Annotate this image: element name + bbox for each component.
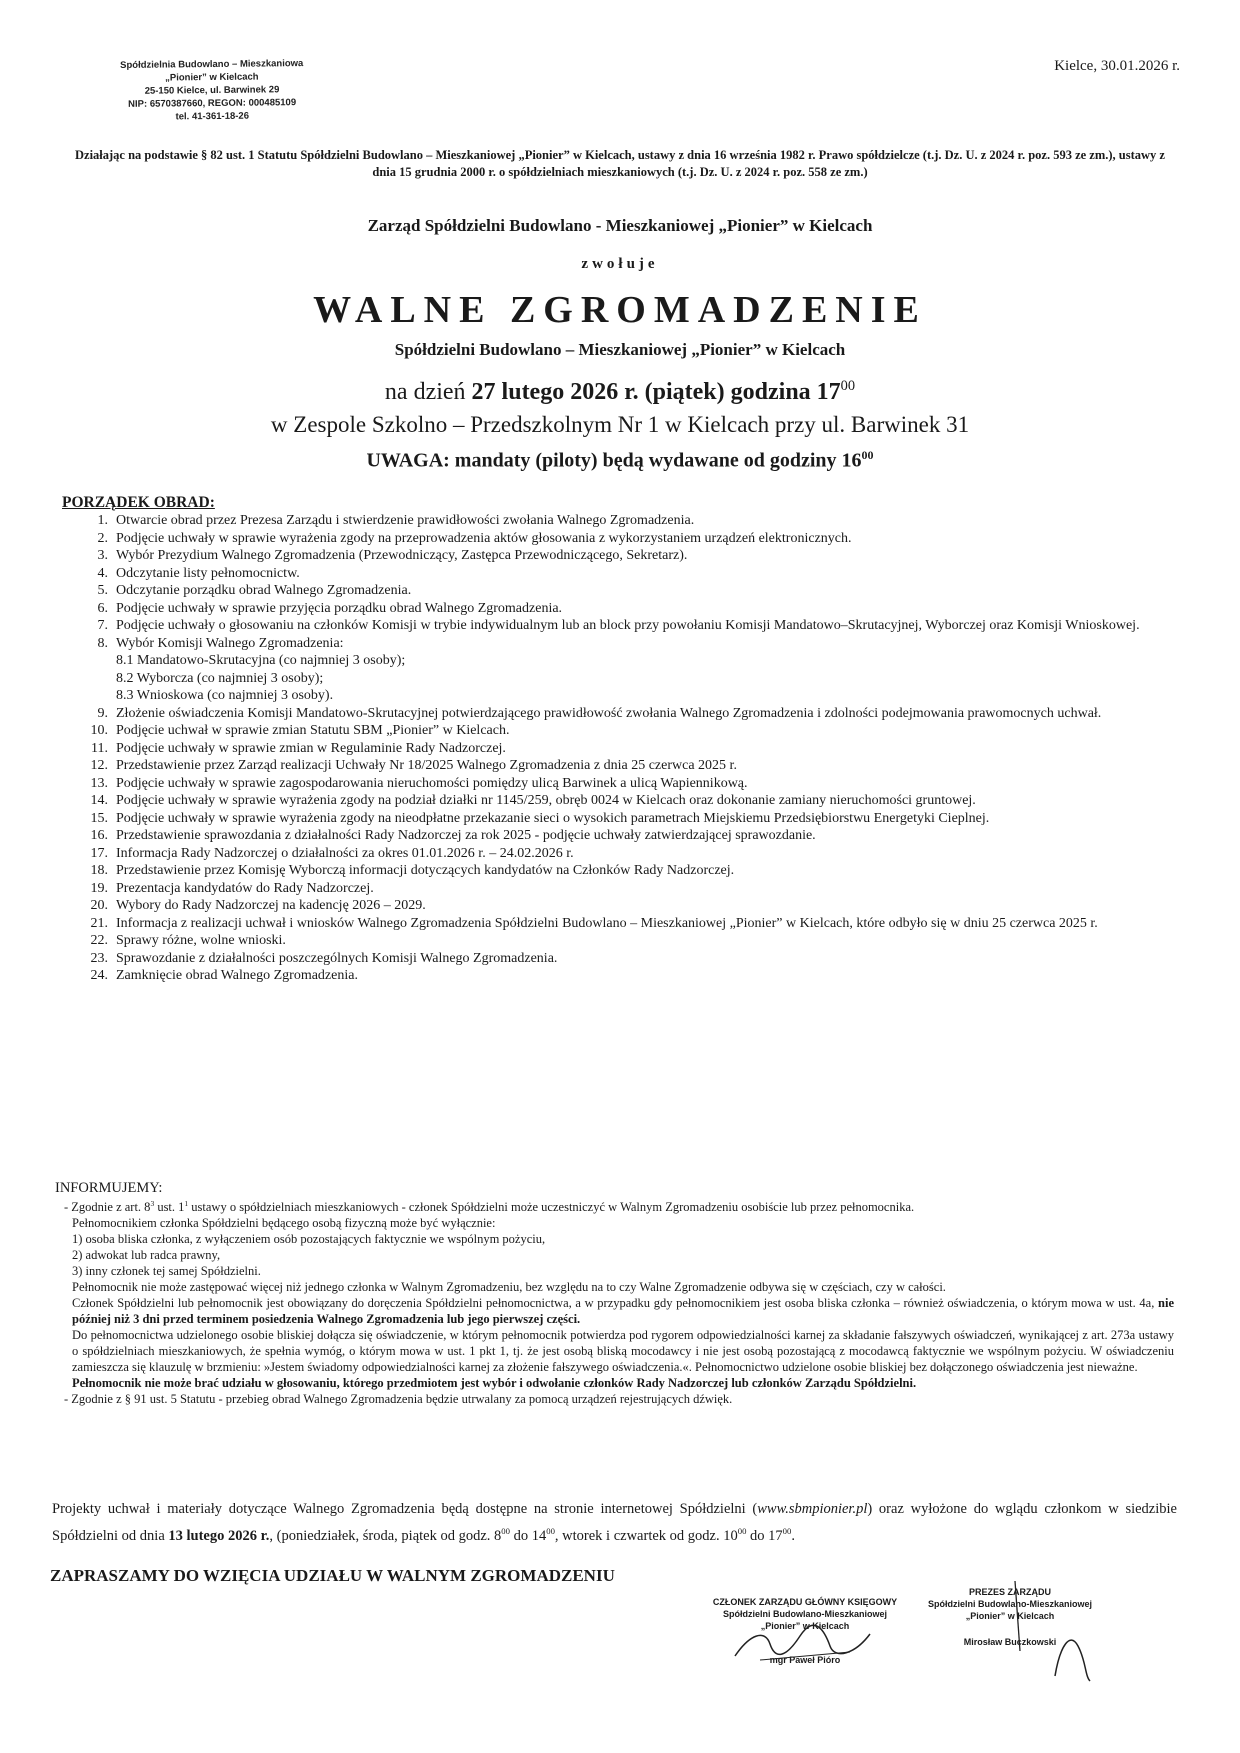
agenda-item-text: Odczytanie porządku obrad Walnego Zgromadzenia. [116,583,412,598]
info-paragraph: 2) adwokat lub radca prawny, [72,1248,221,1263]
agenda-item [60,792,1180,810]
agenda-item-number: 12. [90,758,108,773]
agenda-item-number: 17. [90,845,108,861]
meeting-date-prefix: na dzień [384,379,472,405]
agenda-item-number: 4. [97,565,108,581]
agenda-item-number: 21. [90,915,108,931]
signature-line: „Pionier” w Kielcach [760,1621,850,1631]
agenda-item [60,670,1180,688]
agenda-item-number: 22. [90,933,108,948]
agenda-item-text: Podjęcie uchwały o głosowaniu na członków Komisji w trybie indywidualnym lub an block przy powołaniu Komisji Mandatowo–Skrutacyjnej, Wyborczej oraz Komisji Wnioskowej. [116,618,1140,633]
agenda-item [60,932,1180,950]
info-text: ustawy o spółdzielniach mieszkaniowych - członek Spółdzielni może uczestniczyć w Walnym Zgromadzeniu osobiście lub przez pełnomocnika. [188,1200,915,1215]
signature-line: PREZES ZARZĄDU [968,1587,1051,1597]
agenda-item [60,635,1180,653]
projects-text: , (poniedziałek, środa, piątek od godz. 8 [269,1527,502,1544]
agenda-item-number: 2. [97,530,108,546]
signature-line: „Pionier” w Kielcach [965,1611,1055,1621]
info-text: Członek Spółdzielni lub pełnomocnik jest obowiązany do doręczenia Spółdzielni pełnomocnictwa, a w przypadku gdy pełnomocnikiem jest osoba bliska członka – również oświadczenia, o którym mowa w ust. 4a, [72,1296,1159,1311]
agenda-item-text: Wybór Prezydium Walnego Zgromadzenia (Przewodniczący, Zastępca Przewodniczącego, Sekretarz). [116,548,688,563]
projects-text: Projekty uchwał i materiały dotyczące Walnego Zgromadzenia będą dostępne na stronie internetowej Spółdzielni ( [52,1501,758,1517]
projects-text: ) oraz wyłożone do wglądu członkom w siedzibie Spółdzielni od dnia [52,1501,1177,1544]
agenda-item-number: 23. [90,950,108,966]
info-paragraph: 1) osoba bliska członka, z wyłączeniem osób pozostających faktycznie we wspólnym pożyciu, [72,1232,546,1247]
agenda-item-text: Podjęcie uchwał w sprawie zmian Statutu SBM „Pionier” w Kielcach. [116,723,510,738]
agenda-item [60,617,1180,635]
info-deadline: nie później niż 3 dni przed terminem posiedzenia Walnego Zgromadzenia lub jego pierwszej części. [72,1296,1174,1327]
hour-sup: 00 [546,1526,555,1536]
agenda-item-number [60,687,116,705]
agenda-item [60,512,1180,530]
agenda-item [60,740,1180,758]
handwritten-signature-icon [1000,1576,1100,1686]
agenda-item-number: 11. [91,740,108,756]
info-text: - Zgodnie z art. 8 [64,1200,151,1215]
agenda-item [60,652,1180,670]
hour-sup: 00 [782,1526,792,1536]
signature-line: CZŁONEK ZARZĄDU GŁÓWNY KSIĘGOWY [712,1597,898,1607]
website-link[interactable]: www.sbmpionier.pl [757,1501,868,1517]
agenda-item-number: 16. [90,828,108,843]
projects-paragraph [52,1498,1177,1547]
agenda-item-text: 8.2 Wyborcza (co najmniej 3 osoby); [116,670,324,686]
signature-line: Spółdzielni Budowlano-Mieszkaniowej [927,1599,1092,1609]
projects-text: do 14 [509,1527,547,1544]
convenes-word: zwołuje [581,256,659,272]
agenda-item [60,862,1180,880]
stamp-line: tel. 41-361-18-26 [175,110,250,123]
agenda-item [60,547,1180,565]
agenda-item-text: 8.1 Mandatowo-Skrutacyjna (co najmniej 3 osoby); [116,653,406,668]
info-paragraph [64,1375,1174,1391]
agenda-item-number: 6. [97,600,108,616]
info-text: ust. 1 [154,1200,185,1215]
agenda-item-text: Sprawozdanie z działalności poszczególnych Komisji Walnego Zgromadzenia. [116,950,558,966]
agenda-item [60,530,1180,548]
info-paragraph: Pełnomocnikiem członka Spółdzielni będącego osobą fizyczną może być wyłącznie: [72,1216,496,1231]
info-paragraph: 3) inny członek tej samej Spółdzielni. [72,1264,261,1279]
agenda-item-text: Odczytanie listy pełnomocnictw. [116,565,300,581]
document-date: Kielce, 30.01.2026 r. [1054,58,1180,74]
meeting-date [0,378,1240,406]
agenda-item-text: Przedstawienie sprawozdania z działalności Rady Nadzorczej za rok 2025 - podjęcie uchwały zatwierdzającej sprawozdanie. [116,828,816,843]
signature-chief-accountant [690,1596,920,1666]
agenda-item-number: 5. [97,583,108,598]
note-text: UWAGA: mandaty (piloty) będą wydawane od godziny 16 [366,449,862,472]
agenda-item [60,810,1180,828]
stamp-line: NIP: 6570387660, REGON: 000485109 [128,97,297,110]
agenda-item-text: Wybór Komisji Walnego Zgromadzenia: [116,635,344,651]
info-section [64,1196,1174,1407]
info-sup: 1 [184,1199,189,1208]
note-hour-sup: 00 [861,448,874,462]
agenda-item-number: 20. [90,898,108,913]
agenda-item [60,915,1180,933]
cooperative-stamp [92,57,333,125]
info-paragraph: - Zgodnie z § 91 ust. 5 Statutu - przebieg obrad Walnego Zgromadzenia będzie utrwalany za pomocą urządzeń rejestrujących dźwięk. [64,1392,733,1407]
agenda-item [60,722,1180,740]
projects-text: , wtorek i czwartek od godz. 10 [554,1527,738,1544]
signature-president [920,1586,1100,1648]
page-subtitle: Spółdzielni Budowlano – Mieszkaniowej „Pionier” w Kielcach [394,340,846,359]
meeting-note [0,448,1240,473]
stamp-line: 25-150 Kielce, ul. Barwinek 29 [144,84,280,97]
info-paragraph: Pełnomocnik nie może zastępować więcej niż jednego członka w Walnym Zgromadzeniu, bez względu na to czy Walne Zgromadzenie odbywa się w częściach, czy w całości. [72,1280,946,1295]
agenda-item-number: 14. [90,793,108,808]
handwritten-signature-icon [730,1624,880,1664]
agenda-item-text: Sprawy różne, wolne wnioski. [116,933,286,948]
agenda-item-text: Podjęcie uchwały w sprawie wyrażenia zgody na nieodpłatne przekazanie sieci o wysokich parametrach Miejskiemu Przedsiębiorstwu Energetyki Cieplnej. [116,810,990,826]
stamp-line: Spółdzielnia Budowlano – Mieszkaniowa [120,58,304,71]
agenda-item [60,757,1180,775]
agenda-item-text: Otwarcie obrad przez Prezesa Zarządu i stwierdzenie prawidłowości zwołania Walnego Zgromadzenia. [116,513,695,528]
agenda-item-number: 3. [97,548,108,563]
agenda-item-number: 24. [90,968,108,983]
invitation-line: ZAPRASZAMY DO WZIĘCIA UDZIAŁU W WALNYM ZGROMADZENIU [50,1566,615,1585]
agenda-item-text: Wybory do Rady Nadzorczej na kadencję 2026 – 2029. [116,898,426,913]
agenda-item-number: 1. [97,513,108,528]
agenda-list [60,512,1180,985]
agenda-item-text: Podjęcie uchwały w sprawie wyrażenia zgody na przeprowadzenia aktów głosowania z wykorzystaniem urządzeń elektronicznych. [116,530,852,546]
agenda-item [60,967,1180,985]
agenda-item-text: 8.3 Wnioskowa (co najmniej 3 osoby). [116,688,334,703]
agenda-item-number: 13. [90,775,108,791]
agenda-item [60,600,1180,618]
stamp-line: „Pionier” w Kielcach [165,71,259,84]
board-heading: Zarząd Spółdzielni Budowlano - Mieszkaniowej „Pionier” w Kielcach [367,216,873,235]
agenda-item-text: Podjęcie uchwały w sprawie zagospodarowania nieruchomości pomiędzy ulicą Barwinek a ulicą Wapiennikową. [116,775,748,791]
agenda-item-number: 9. [97,705,108,721]
agenda-item-number: 15. [90,810,108,826]
agenda-item-text: Złożenie oświadczenia Komisji Mandatowo-Skrutacyjnej potwierdzającego prawidłowość zwołania Walnego Zgromadzenia i zdolności podejmowania prawomocnych uchwał. [116,705,1102,721]
signature-name: Mirosław Buczkowski [963,1637,1057,1647]
info-paragraph [64,1196,1174,1215]
agenda-item-text: Informacja z realizacji uchwał i wniosków Walnego Zgromadzenia Spółdzielni Budowlano – Mieszkaniowej „Pionier” w Kielcach, które odbyło się w dniu 25 czerwca 2025 r. [116,915,1098,931]
meeting-hour-sup: 00 [840,378,856,394]
agenda-item [60,705,1180,723]
agenda-item-text: Przedstawienie przez Komisję Wyborczą informacji dotyczących kandydatów na Członków Rady Nadzorczej. [116,863,735,878]
signature-name: mgr Paweł Pióro [769,1655,841,1665]
hour-sup: 00 [501,1526,510,1536]
agenda-item-text: Podjęcie uchwały w sprawie zmian w Regulaminie Rady Nadzorczej. [116,740,506,756]
agenda-item-text: Zamknięcie obrad Walnego Zgromadzenia. [116,968,358,983]
info-sup: 3 [150,1199,155,1208]
agenda-item-text: Informacja Rady Nadzorczej o działalności za okres 01.01.2026 r. – 24.02.2026 r. [116,845,574,861]
agenda-item-number: 8. [97,635,108,651]
legal-basis: Działając na podstawie § 82 ust. 1 Statutu Spółdzielni Budowlano – Mieszkaniowej „Pionier” w Kielcach, ustawy z dnia 16 września 1982 r. Prawo spółdzielcze (t.j. Dz. U. z 2024 r. poz. 593 ze zm.), ustawy z dnia 15 grudnia 2000 r. o spółdzielniach mieszkaniowych (t.j. Dz. U. z 2024 r. poz. 558 ze zm.) [75,148,1165,179]
agenda-item [60,950,1180,968]
agenda-item [60,845,1180,863]
agenda-item-text: Przedstawienie przez Zarząd realizacji Uchwały Nr 18/2025 Walnego Zgromadzenia z dnia 25 czerwca 2025 r. [116,758,737,773]
agenda-item [60,582,1180,600]
agenda-item [60,880,1180,898]
agenda-item-number: 10. [90,723,108,738]
projects-text: do 17 [746,1527,783,1544]
agenda-item-number: 19. [90,880,108,896]
info-paragraph: Do pełnomocnictwa udzielonego osobie bliskiej dołącza się oświadczenie, w którym pełnomocnik potwierdza pod rygorem odpowiedzialności karnej za składanie fałszywych oświadczeń, wynikającej z art. 273a ustawy o spółdzielniach mieszkaniowych, że spełnia wymóg, o którym mowa w ust. 1 pkt 1, tj. że jest osobą bliską mocodawcy i nie jest osobą pozostającą z mocodawcą faktycznie we wspólnym pożyciu. W oświadczeniu zamieszcza się klauzulę w brzmieniu: »Jestem świadomy odpowiedzialności karnej za złożenie fałszywego oświadczenia.«. Pełnomocnictwo udzielone osobie bliskiej bez dołączonego oświadczenia jest nieważne. [72,1328,1174,1375]
projects-text: . [791,1527,795,1544]
projects-date: 13 lutego 2026 r. [168,1527,270,1544]
hour-sup: 00 [737,1526,747,1536]
signature-line: Spółdzielni Budowlano-Mieszkaniowej [722,1609,887,1619]
agenda-item-text: Prezentacja kandydatów do Rady Nadzorczej. [116,880,374,896]
info-voting-restriction: Pełnomocnik nie może brać udziału w głosowaniu, którego przedmiotem jest wybór i odwołanie członków Rady Nadzorczej lub członków Zarządu Spółdzielni. [72,1376,917,1391]
info-paragraph [64,1295,1174,1327]
agenda-item-number: 7. [97,618,108,633]
page-title: WALNE ZGROMADZENIE [313,289,927,331]
agenda-heading: PORZĄDEK OBRAD: [62,494,215,511]
agenda-item-number: 18. [90,863,108,878]
agenda-item [60,565,1180,583]
info-heading: INFORMUJEMY: [55,1180,163,1196]
agenda-item [60,827,1180,845]
meeting-date-value: 27 lutego 2026 r. (piątek) godzina 17 [471,379,841,405]
agenda-item-text: Podjęcie uchwały w sprawie przyjęcia porządku obrad Walnego Zgromadzenia. [116,600,563,616]
agenda-item-number [60,652,116,670]
agenda-item-number [60,670,116,688]
meeting-location: w Zespole Szkolno – Przedszkolnym Nr 1 w Kielcach przy ul. Barwinek 31 [270,412,970,437]
agenda-item [60,687,1180,705]
agenda-item-text: Podjęcie uchwały w sprawie wyrażenia zgody na podział działki nr 1145/259, obręb 0024 w Kielcach oraz dokonanie zamiany nieruchomości gruntowej. [116,793,976,808]
agenda-item [60,775,1180,793]
agenda-item [60,897,1180,915]
